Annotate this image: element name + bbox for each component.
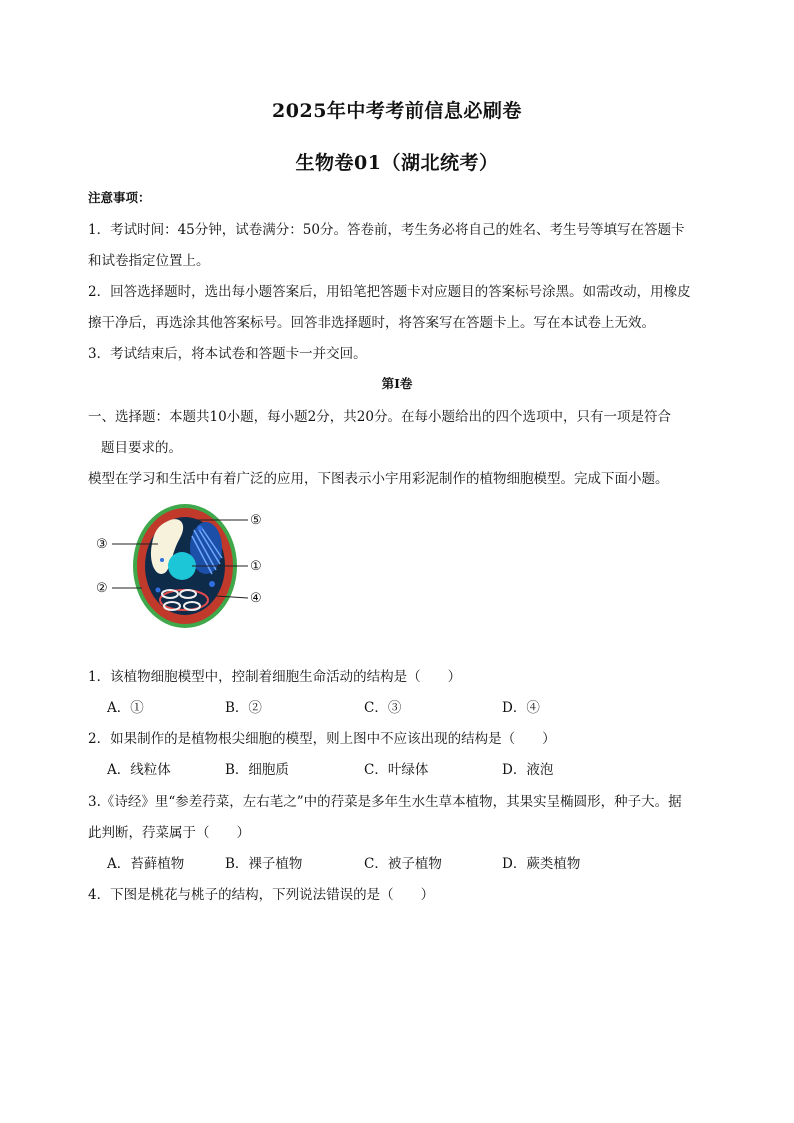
question-3-option-a: A．苔藓植物 <box>107 856 185 872</box>
question-1-option-d: D．④ <box>502 700 540 716</box>
section-instruction-line-1: 一、选择题：本题共10小题，每小题2分，共20分。在每小题给出的四个选项中，只有一项是符合 <box>88 409 671 425</box>
section-instruction-line-2: 题目要求的。 <box>101 440 182 456</box>
question-1-stem: 1．该植物细胞模型中，控制着细胞生命活动的结构是（ ） <box>88 669 462 685</box>
label-1: ① <box>250 559 262 574</box>
exam-title: 2025年中考考前信息必刷卷 <box>272 100 522 122</box>
nucleus <box>168 552 196 580</box>
volume-heading: 第Ⅰ卷 <box>381 376 413 391</box>
question-1-option-a: A．① <box>107 700 144 716</box>
label-3: ③ <box>96 537 108 552</box>
exam-subtitle: 生物卷01（湖北统考） <box>295 152 499 174</box>
question-3-option-b: B．裸子植物 <box>225 856 303 872</box>
question-3-option-d: D．蕨类植物 <box>502 856 581 872</box>
notice-item-1-line-2: 和试卷指定位置上。 <box>88 253 210 269</box>
question-2-option-a: A．线粒体 <box>107 762 171 778</box>
label-5: ⑤ <box>250 513 262 528</box>
label-2: ② <box>96 581 108 596</box>
question-1-option-c: C．③ <box>364 700 402 716</box>
notice-heading: 注意事项： <box>88 190 151 205</box>
question-2-option-c: C．叶绿体 <box>364 762 429 778</box>
question-2-option-d: D．液泡 <box>502 762 554 778</box>
question-2-stem: 2．如果制作的是植物根尖细胞的模型，则上图中不应该出现的结构是（ ） <box>88 731 556 747</box>
question-2-option-b: B．细胞质 <box>225 762 289 778</box>
plant-cell-figure <box>88 500 278 630</box>
figure-intro: 模型在学习和生活中有着广泛的应用，下图表示小宇用彩泥制作的植物细胞模型。完成下面小题。 <box>88 471 669 487</box>
notice-item-3: 3．考试结束后，将本试卷和答题卡一并交回。 <box>88 346 367 362</box>
question-1-option-b: B．② <box>225 700 262 716</box>
question-3-option-c: C．被子植物 <box>364 856 442 872</box>
question-4-stem: 4．下图是桃花与桃子的结构，下列说法错误的是（ ） <box>88 887 435 903</box>
label-4: ④ <box>250 591 262 606</box>
question-3-stem-line-2: 此判断，荇菜属于（ ） <box>88 825 250 841</box>
plant-cell-diagram <box>88 500 278 630</box>
notice-item-2-line-1: 2．回答选择题时，选出每小题答案后，用铅笔把答题卡对应题目的答案标号涂黑。如需改动，用橡皮 <box>88 284 691 300</box>
notice-item-1-line-1: 1．考试时间：45分钟，试卷满分：50分。答卷前，考生务必将自己的姓名、考生号等填写在答题卡 <box>88 222 685 238</box>
notice-item-2-line-2: 擦干净后，再选涂其他答案标号。回答非选择题时，将答案写在答题卡上。写在本试卷上无效。 <box>88 315 655 331</box>
question-3-stem-line-1: 3.《诗经》里“参差荇菜，左右芼之”中的荇菜是多年生水生草本植物，其果实呈椭圆形，种子大。据 <box>88 794 682 810</box>
